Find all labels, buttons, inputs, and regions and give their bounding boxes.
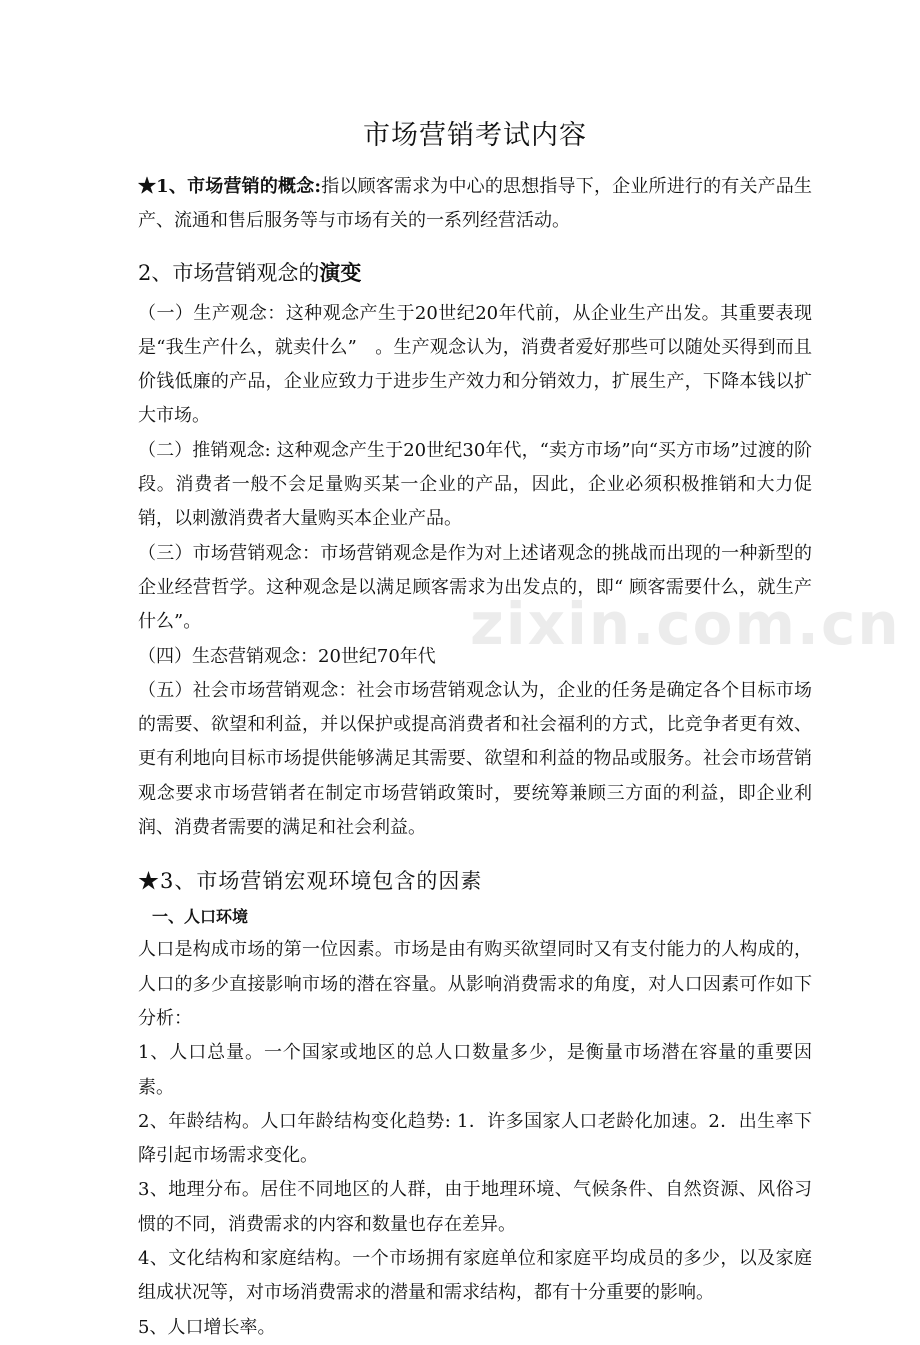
population-item: 4、文化结构和家庭结构。一个市场拥有家庭单位和家庭平均成员的多少，以及家庭组成状况等，对市场消费需求的潜量和需求结构，都有十分重要的影响。 (138, 1248, 812, 1304)
concept-item: （三）市场营销观念：市场营销观念是作为对上述诸观念的挑战而出现的一种新型的企业经营哲学。这种观念是以满足顾客需求为出发点的，即“ 顾客需要什么，就生产什么”。 (138, 542, 812, 633)
section-3-heading: ★3、市场营销宏观环境包含的因素 (138, 869, 483, 894)
section-1-label: ★1、市场营销的概念: (138, 176, 322, 197)
concept-item: （一）生产观念：这种观念产生于20世纪20年代前，从企业生产出发。其重要表现是“我生产什么，就卖什么” 。生产观念认为，消费者爱好那些可以随处买得到而且价钱低廉的产品，企业应致力于进步生产效力和分销效力，扩展生产，下降本钱以扩大市场。 (138, 302, 812, 427)
section-3-subhead: 一、人口环境 (152, 907, 249, 927)
section-2-heading-prefix: 2、市场营销观念的 (138, 260, 320, 285)
population-item: 1、人口总量。一个国家或地区的总人口数量多少，是衡量市场潜在容量的重要因素。 (138, 1042, 812, 1098)
section-1-text: 指以顾客需求为中心的思想指导下，企业所进行的有关产品生产、流通和售后服务等与市场有关的一系列经营活动。 (138, 176, 812, 232)
section-2-heading-bold: 演变 (319, 259, 362, 285)
concept-item: （二）推销观念: 这种观念产生于20世纪30年代，“卖方市场”向“买方市场”过渡的阶段。消费者一般不会足量购买某一企业的产品，因此，企业必须积极推销和大力促销，以刺激消费者大量购买本企业产品。 (138, 439, 812, 530)
concept-item: （四）生态营销观念：20世纪70年代 (138, 645, 436, 667)
watermark: zixin.com.cn (470, 590, 901, 658)
document-title: 市场营销考试内容 (363, 120, 587, 151)
population-item: 5、人口增长率。 (138, 1316, 276, 1338)
section-1-paragraph (138, 170, 812, 239)
population-item: 3、地理分布。居住不同地区的人群，由于地理环境、气候条件、自然资源、风俗习惯的不同，消费需求的内容和数量也存在差异。 (138, 1179, 812, 1235)
concept-item: （五）社会市场营销观念：社会市场营销观念认为，企业的任务是确定各个目标市场的需要、欲望和利益，并以保护或提高消费者和社会福利的方式，比竞争者更有效、更有利地向目标市场提供能够满足其需要、欲望和利益的物品或服务。社会市场营销观念要求市场营销者在制定市场营销政策时，要统筹兼顾三方面的利益，即企业利润、消费者需要的满足和社会利益。 (138, 679, 812, 839)
document-content (138, 116, 812, 1345)
section-3-intro: 人口是构成市场的第一位因素。市场是由有购买欲望同时又有支付能力的人构成的，人口的多少直接影响市场的潜在容量。从影响消费需求的角度，对人口因素可作如下分析： (138, 939, 812, 1029)
section-2-heading (138, 253, 812, 293)
population-item: 2、年龄结构。人口年龄结构变化趋势: 1．许多国家人口老龄化加速。2．出生率下降引起市场需求变化。 (138, 1110, 812, 1167)
